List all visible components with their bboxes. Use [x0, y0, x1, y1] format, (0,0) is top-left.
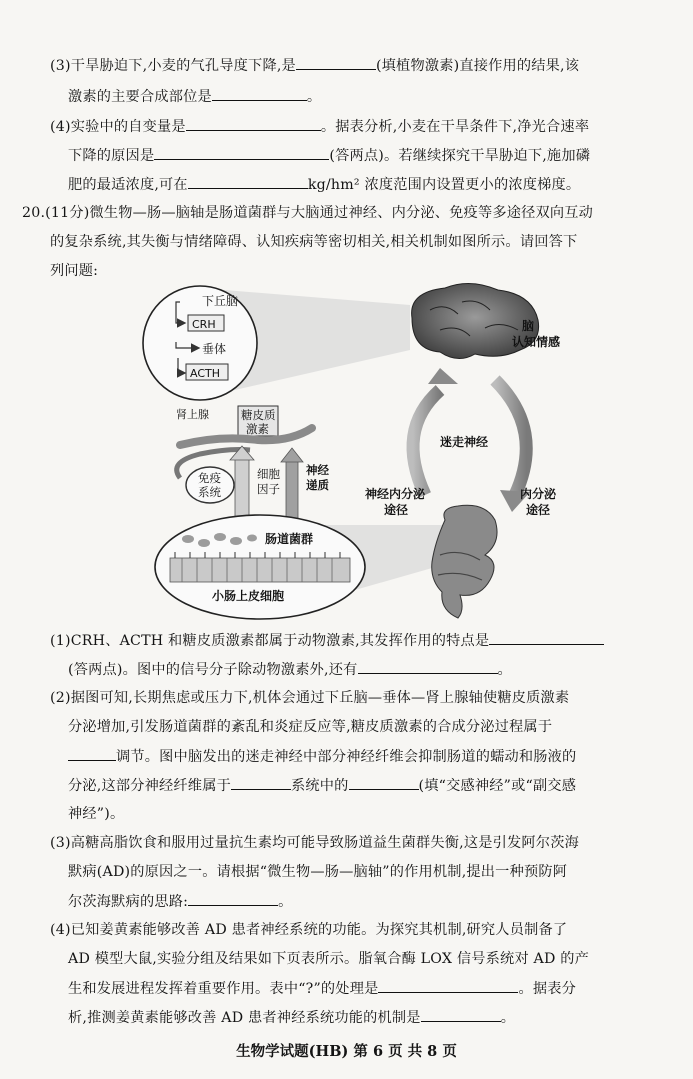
text: 生和发展进程发挥着重要作用。表中“?”的处理是 [68, 981, 379, 997]
q20-intro-line2: 的复杂系统,其失衡与情绪障碍、认知疾病等密切相关,相关机制如图所示。请回答下 [50, 234, 578, 250]
answer-blank[interactable] [154, 145, 329, 160]
text: (答两点)。若继续探究干旱胁迫下,施加磷 [329, 148, 591, 164]
upward-arrowhead [428, 368, 458, 384]
text: 调节。图中脑发出的迷走神经中部分神经纤维会抑制肠道的蠕动和肠液的 [116, 749, 577, 765]
answer-blank[interactable] [68, 746, 116, 761]
q20-1-line2 [68, 659, 512, 680]
text: 。据表分析,小麦在干旱条件下,净光合速率 [320, 119, 590, 135]
glucocorticoid-label-1: 糖皮质 [241, 408, 276, 422]
pituitary-label: 垂体 [202, 342, 227, 356]
page-footer: 生物学试题(HB) 第 6 页 共 8 页 [236, 1043, 457, 1060]
answer-blank[interactable] [186, 116, 321, 131]
answer-blank[interactable] [358, 659, 498, 674]
gut-organ-image [432, 505, 497, 618]
text: 系统中的 [290, 778, 349, 794]
text: 。 [278, 894, 293, 910]
answer-blank[interactable] [188, 174, 308, 189]
q20-intro-line3: 列问题: [50, 263, 99, 279]
immune-label-2: 系统 [198, 485, 221, 499]
q20-4-line4 [68, 1007, 515, 1028]
upward-arc-arrow [413, 390, 440, 495]
q20-2-line4 [68, 775, 576, 796]
brain-label: 脑 [522, 319, 535, 333]
text: 下降的原因是 [68, 148, 155, 164]
text: 析,推测姜黄素能够改善 AD 患者神经系统功能的机制是 [68, 1010, 421, 1026]
q19-4-line2 [68, 145, 590, 166]
text: 激素的主要合成部位是 [68, 89, 212, 105]
bacterium [230, 537, 242, 545]
cognition-emotion-label: 认知情感 [512, 335, 561, 349]
epithelium-label: 小肠上皮细胞 [212, 589, 285, 603]
q20-intro-line1: 20.(11分)微生物—肠—脑轴是肠道菌群与大脑通过神经、内分泌、免疫等多途径双向互动 [22, 205, 594, 221]
gut-flora-label: 肠道菌群 [265, 532, 314, 546]
microbiota-gut-brain-figure [140, 280, 620, 625]
text: 。 [306, 89, 322, 105]
text: kg/hm² 浓度范围内设置更小的浓度梯度。 [307, 177, 581, 193]
vagus-nerve-label: 迷走神经 [440, 435, 489, 449]
crh-label: CRH [192, 318, 216, 331]
q19-4-line1 [50, 116, 589, 137]
endocrine-label-1: 内分泌 [520, 487, 557, 501]
answer-blank[interactable] [231, 775, 291, 790]
q20-3-line2: 默病(AD)的原因之一。请根据“微生物—肠—脑轴”的作用机制,提出一种预防阿 [68, 864, 568, 880]
q20-3-line3 [68, 891, 292, 912]
hpa-axis-circle [143, 286, 257, 400]
hypothalamus-label: 下丘脑 [202, 294, 239, 308]
answer-blank[interactable] [296, 55, 376, 70]
q20-2-line1: (2)据图可知,长期焦虑或压力下,机体会通过下丘脑—垂体—肾上腺轴使糖皮质激素 [50, 690, 570, 706]
q20-4-line2: AD 模型大鼠,实验分组及结果如下页表所示。脂氧合酶 LOX 信号系统对 AD 的产 [68, 951, 590, 967]
q20-2-line2: 分泌增加,引发肠道菌群的紊乱和炎症反应等,糖皮质激素的合成分泌过程属于 [68, 719, 553, 735]
text: (答两点)。图中的信号分子除动物激素外,还有 [68, 662, 358, 678]
text: 分泌,这部分神经纤维属于 [68, 778, 231, 794]
q20-4-line3 [68, 978, 576, 999]
q19-4-line3 [68, 174, 580, 195]
neuroendocrine-label-1: 神经内分泌 [365, 487, 426, 501]
answer-blank[interactable] [349, 775, 419, 790]
q19-3-line1 [50, 55, 579, 76]
text: (4)实验中的自变量是 [50, 119, 186, 135]
cytokine-label-1: 细胞 [257, 467, 280, 481]
q20-2-line5: 神经”)。 [68, 806, 125, 822]
downward-arc-arrow [495, 380, 526, 495]
immune-label-1: 免疫 [198, 471, 221, 485]
bacterium [247, 535, 257, 542]
text: 。 [500, 1010, 516, 1026]
text: (3)干旱胁迫下,小麦的气孔导度下降,是 [50, 58, 296, 74]
text: (填“交感神经”或“副交感 [418, 778, 577, 794]
q20-4-line1: (4)已知姜黄素能够改善 AD 患者神经系统的功能。为探究其机制,研究人员制备了 [50, 922, 568, 938]
endocrine-label-2: 途径 [526, 503, 551, 517]
answer-blank[interactable] [212, 86, 307, 101]
q20-1-line1 [50, 630, 604, 651]
text: (填植物激素)直接作用的结果,该 [375, 58, 580, 74]
answer-blank[interactable] [378, 978, 518, 993]
neurotransmitter-label-1: 神经 [306, 463, 329, 477]
cytokine-label-2: 因子 [257, 482, 280, 496]
answer-blank[interactable] [421, 1007, 501, 1022]
text: 肥的最适浓度,可在 [68, 177, 188, 193]
text: 。 [497, 662, 512, 678]
acth-label: ACTH [190, 367, 221, 380]
bacterium [198, 539, 210, 547]
text: 尔茨海默病的思路: [68, 894, 189, 910]
q20-3-line1: (3)高糖高脂饮食和服用过量抗生素均可能导致肠道益生菌群失衡,这是引发阿尔茨海 [50, 835, 579, 851]
q20-2-line3 [68, 746, 576, 767]
q19-3-line2 [68, 86, 321, 107]
adrenal-label: 肾上腺 [176, 408, 209, 421]
neuroendocrine-label-2: 途径 [384, 503, 409, 517]
neurotransmitter-label-2: 递质 [306, 478, 329, 492]
text: 。据表分 [518, 981, 577, 997]
bacterium [182, 535, 194, 543]
answer-blank[interactable] [489, 630, 604, 645]
glucocorticoid-label-2: 激素 [246, 422, 269, 436]
bacterium [214, 533, 226, 541]
text: (1)CRH、ACTH 和糖皮质激素都属于动物激素,其发挥作用的特点是 [50, 633, 490, 649]
answer-blank[interactable] [188, 891, 278, 906]
